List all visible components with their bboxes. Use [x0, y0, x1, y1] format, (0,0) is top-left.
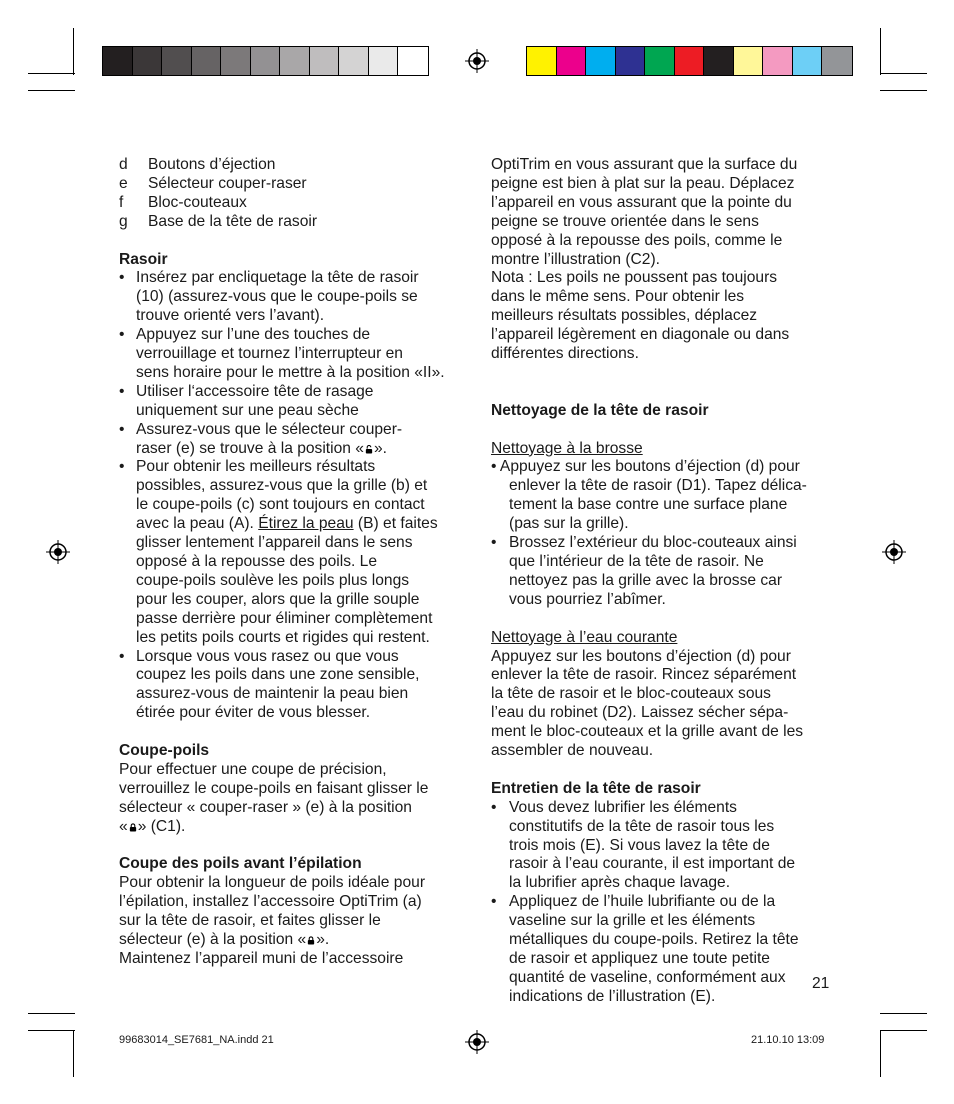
- bullet-item: • Utiliser l‘accessoire tête de rasage uniquement sur une peau sèche: [119, 382, 374, 419]
- color-swatch: [793, 47, 823, 75]
- color-swatch: [251, 47, 281, 75]
- color-swatch: [398, 47, 428, 75]
- color-swatch: [310, 47, 340, 75]
- crop-mark: [28, 1013, 75, 1014]
- crop-mark: [73, 1030, 74, 1077]
- crop-mark: [28, 1030, 75, 1031]
- bullet-item: • Appuyez sur les boutons d’éjection (d) pour enlever la tête de rasoir (D1). Tapez délica- tement la base contre une surface plane (pas sur la grille).: [491, 458, 807, 533]
- color-swatch: [616, 47, 646, 75]
- lock-icon: [307, 936, 315, 945]
- registration-mark-icon: [46, 540, 70, 564]
- color-swatch: [133, 47, 163, 75]
- crop-mark: [28, 73, 75, 74]
- process-color-bar: [526, 46, 853, 76]
- color-swatch: [162, 47, 192, 75]
- page-number: 21: [812, 975, 830, 992]
- section-heading-epilation: Coupe des poils avant l’épilation: [119, 855, 362, 873]
- color-swatch: [586, 47, 616, 75]
- list-item: e Sélecteur couper-raser: [119, 174, 307, 192]
- list-item: g Base de la tête de rasoir: [119, 212, 318, 230]
- section-heading-entretien: Entretien de la tête de rasoir: [491, 779, 701, 797]
- bullet-item: • Brossez l’extérieur du bloc-couteaux ainsi que l’intérieur de la tête de rasoir. Ne nettoyez pas la grille avec la brosse car vous pourriez l’abîmer.: [491, 534, 797, 608]
- color-swatch: [369, 47, 399, 75]
- grayscale-color-bar: [102, 46, 429, 76]
- bullet-item: • Assurez-vous que le sélecteur couper- raser (e) se trouve à la position « ».: [119, 420, 403, 457]
- section-heading-nettoyage: Nettoyage de la tête de rasoir: [491, 401, 709, 419]
- section-heading-rasoir: Rasoir: [119, 250, 168, 268]
- crop-mark: [880, 1030, 927, 1031]
- lock-icon: [129, 823, 137, 832]
- color-swatch: [103, 47, 133, 75]
- crop-mark: [880, 28, 881, 75]
- subheading-eau: Nettoyage à l’eau courante: [491, 628, 678, 646]
- unlock-icon: [365, 445, 373, 454]
- right-column: OptiTrim en vous assurant que la surface du peigne est bien à plat sur la peau. Déplacez l’appareil en vous assurant que la pointe du peigne se trouve orientée dans le sens opposé à la repousse des poils, comme le montre l’illustration (C2). Nota : Les poils ne poussent pas toujours dans le même sens. Pour obtenir les meilleurs résultats possibles, déplacez l’appareil légèrement en diagonale ou dans différentes directions. Nettoyage de la tête de rasoir Nettoyage à la brosse • Appuyez sur les boutons d’éjection (d) pour enlever la tête de rasoir (D1). Tapez délica- tement la base contre une surface plane (pas sur la grille). • Brossez l’extérieur du bloc-couteaux ainsi que l’intérieur de la tête de rasoir. Ne nettoyez pas la grille avec la brosse car vous pourriez l’abîmer. Nettoyage à l’eau courante Appuyez sur les boutons d’éjection (d) pour enlever la tête de rasoir. Rincez séparément la tête de rasoir et le bloc-couteaux sous l’eau du robinet (D2). Laissez sécher sépa- ment le bloc-couteaux et la grille avant de les assembler de nouveau. Entretien de la tête de rasoir • Vous devez lubrifier les éléments constitutifs de la tête de rasoir tous les trois mois (E). Si vous lavez la tête de rasoir à l’eau courante, il est important de la lubrifier après chaque lavage. • Appliquez de l’huile lubrifiante ou de la vaseline sur la grille et les éléments métalliques du coupe-poils. Retirez la tête de rasoir et appliquez une toute petite quantité de vaseline, conformément aux indications de l’illustration (E).: [491, 156, 841, 1007]
- list-item: d Boutons d’éjection: [119, 156, 276, 173]
- color-swatch: [527, 47, 557, 75]
- color-swatch: [221, 47, 251, 75]
- list-item: f Bloc-couteaux: [119, 193, 247, 211]
- registration-mark-icon: [465, 49, 489, 73]
- bullet-item: • Appliquez de l’huile lubrifiante ou de la vaseline sur la grille et les éléments métalliques du coupe-poils. Retirez la tête de rasoir et appliquez une toute petite quantité de vaseline, conformément aux indications de l’illustration (E).: [491, 893, 799, 1005]
- color-swatch: [734, 47, 764, 75]
- color-swatch: [192, 47, 222, 75]
- color-swatch: [645, 47, 675, 75]
- color-swatch: [822, 47, 852, 75]
- crop-mark: [880, 1030, 881, 1077]
- crop-mark: [880, 1013, 927, 1014]
- registration-mark-icon: [465, 1030, 489, 1054]
- crop-mark: [73, 28, 74, 75]
- parts-list: [119, 156, 464, 232]
- footer-filename: 99683014_SE7681_NA.indd 21: [119, 1034, 274, 1046]
- registration-mark-icon: [882, 540, 906, 564]
- color-swatch: [280, 47, 310, 75]
- crop-mark: [880, 90, 927, 91]
- footer-timestamp: 21.10.10 13:09: [751, 1034, 825, 1046]
- bullet-item: • Lorsque vous vous rasez ou que vous coupez les poils dans une zone sensible, assurez-vous de maintenir la peau bien étirée pour éviter de vous blesser.: [119, 647, 420, 722]
- underlined-phrase: Étirez la peau: [258, 515, 354, 533]
- crop-mark: [880, 73, 927, 74]
- section-heading-coupe-poils: Coupe-poils: [119, 742, 210, 760]
- bullet-item: • Insérez par encliquetage la tête de rasoir (10) (assurez-vous que le coupe-poils se trouve orienté vers l’avant).: [119, 269, 419, 325]
- color-swatch: [763, 47, 793, 75]
- left-column: d Boutons d’éjection e Sélecteur couper-raser f Bloc-couteaux g Base de la tête de rasoir Rasoir • Insérez par encliquetage la tête de rasoir (10) (assurez-vous que le coupe-poils se trouve orienté vers l’avant). • Appuyez sur l’une des touches de verrouillage et tournez l’interrupteur en sens horaire pour le mettre à la position «II». • Utiliser l‘accessoire tête de rasage uniquement sur une peau sèche • Assurez-vous que le sélecteur couper- raser (e) se trouve à la position « ». • Pour obtenir les meilleurs résultats possibles, assurez-vous que la grille (b) et le coupe-poils (c) sont toujours en contact avec la peau (A). Étirez la peau (B) et faites glisser lentement l’appareil dans le sens opposé à la repousse des poils. Le coupe-poils soulève les poils plus longs pour les couper, alors que la grille souple passe derrière pour éliminer complètement les petits poils courts et rigides qui restent. • Lorsque vous vous rasez ou que vous coupez les poils dans une zone sensible, assurez-vous de maintenir la peau bien étirée pour éviter de vous blesser. Coupe-poils Pour effectuer une coupe de précision, verrouillez le coupe-poils en faisant glisser le sélecteur « couper-raser » (e) à la position « » (C1). Coupe des poils avant l’épilation Pour obtenir la longueur de poils idéale pour l’épilation, installez l’accessoire OptiTrim (a) sur la tête de rasoir, et faites glisser le sélecteur (e) à la position « ». Maintenez l’appareil muni de l’accessoire: [119, 156, 464, 969]
- crop-mark: [28, 90, 75, 91]
- subheading-brosse: Nettoyage à la brosse: [491, 439, 643, 457]
- color-swatch: [339, 47, 369, 75]
- color-swatch: [704, 47, 734, 75]
- color-swatch: [675, 47, 705, 75]
- bullet-item: • Vous devez lubrifier les éléments constitutifs de la tête de rasoir tous les trois mois (E). Si vous lavez la tête de rasoir à l’eau courante, il est important de la lubrifier après chaque lavage.: [491, 798, 796, 892]
- bullet-item: • Pour obtenir les meilleurs résultats possibles, assurez-vous que la grille (b) et le coupe-poils (c) sont toujours en contact avec la peau (A). Étirez la peau (B) et faites glisser lentement l’appareil dans le sens opposé à la repousse des poils. Le coupe-poils soulève les poils plus longs pour les couper, alors que la grille souple passe derrière pour éliminer complètement les petits poils courts et rigides qui restent.: [119, 458, 438, 646]
- bullet-item: • Appuyez sur l’une des touches de verrouillage et tournez l’interrupteur en sens horaire pour le mettre à la position «II».: [119, 326, 445, 381]
- color-swatch: [557, 47, 587, 75]
